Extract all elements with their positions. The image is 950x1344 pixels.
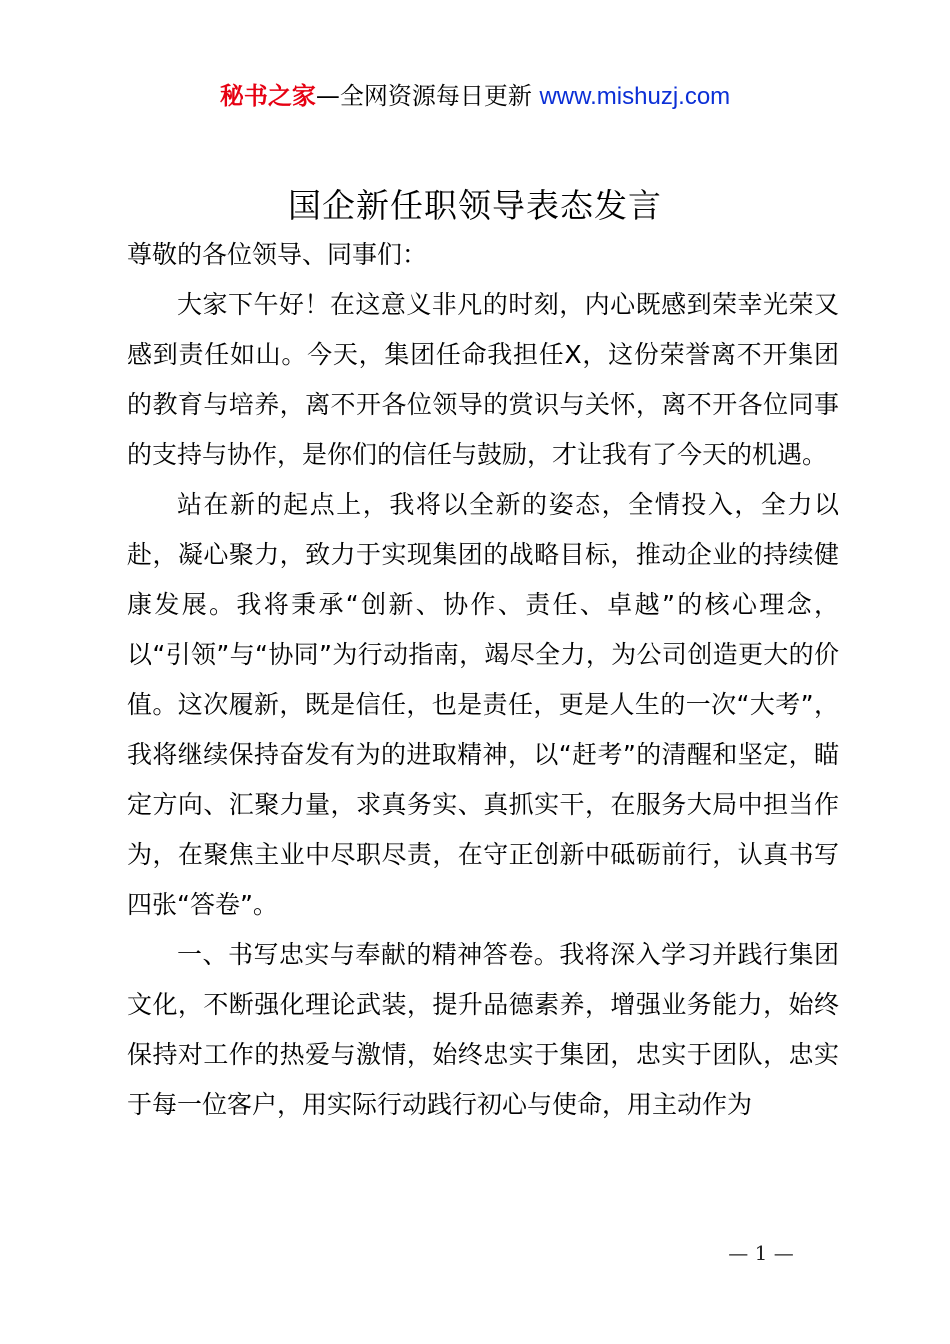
- header-tagline: —全网资源每日更新: [315, 82, 532, 110]
- document-title: 国企新任职领导表态发言: [288, 186, 662, 225]
- paragraph-1: 大家下午好！在这意义非凡的时刻，内心既感到荣幸光荣又感到责任如山。今天，集团任命我担任X，这份荣誉离不开集团的教育与培养，离不开各位领导的赏识与关怀，离不开各位同事的支持与协作，是你们的信任与鼓励，才让我有了今天的机遇。: [127, 290, 839, 469]
- paragraph-3: 一、书写忠实与奉献的精神答卷。我将深入学习并践行集团文化，不断强化理论武装，提升品德素养，增强业务能力，始终保持对工作的热爱与激情，始终忠实于集团，忠实于团队，忠实于每一位客户，用实际行动践行初心与使命，用主动作为: [127, 940, 839, 1119]
- page-number: — 1 —: [728, 1241, 794, 1265]
- site-url-link[interactable]: www.mishuzj.com: [539, 83, 731, 110]
- paragraph-2: 站在新的起点上，我将以全新的姿态，全情投入，全力以赴，凝心聚力，致力于实现集团的战略目标，推动企业的持续健康发展。我将秉承“创新、协作、责任、卓越”的核心理念，以“引领”与“协同”为行动指南，竭尽全力，为公司创造更大的价值。这次履新，既是信任，也是责任，更是人生的一次“大考”，我将继续保持奋发有为的进取精神，以“赶考”的清醒和坚定，瞄定方向、汇聚力量，求真务实、真抓实干，在服务大局中担当作为，在聚焦主业中尽职尽责，在守正创新中砥砺前行，认真书写四张“答卷”。: [127, 490, 839, 919]
- site-header: [0, 78, 950, 115]
- brand-name: 秘书之家: [219, 82, 316, 110]
- document-body: [127, 230, 839, 1130]
- salutation: 尊敬的各位领导、同事们：: [127, 240, 428, 269]
